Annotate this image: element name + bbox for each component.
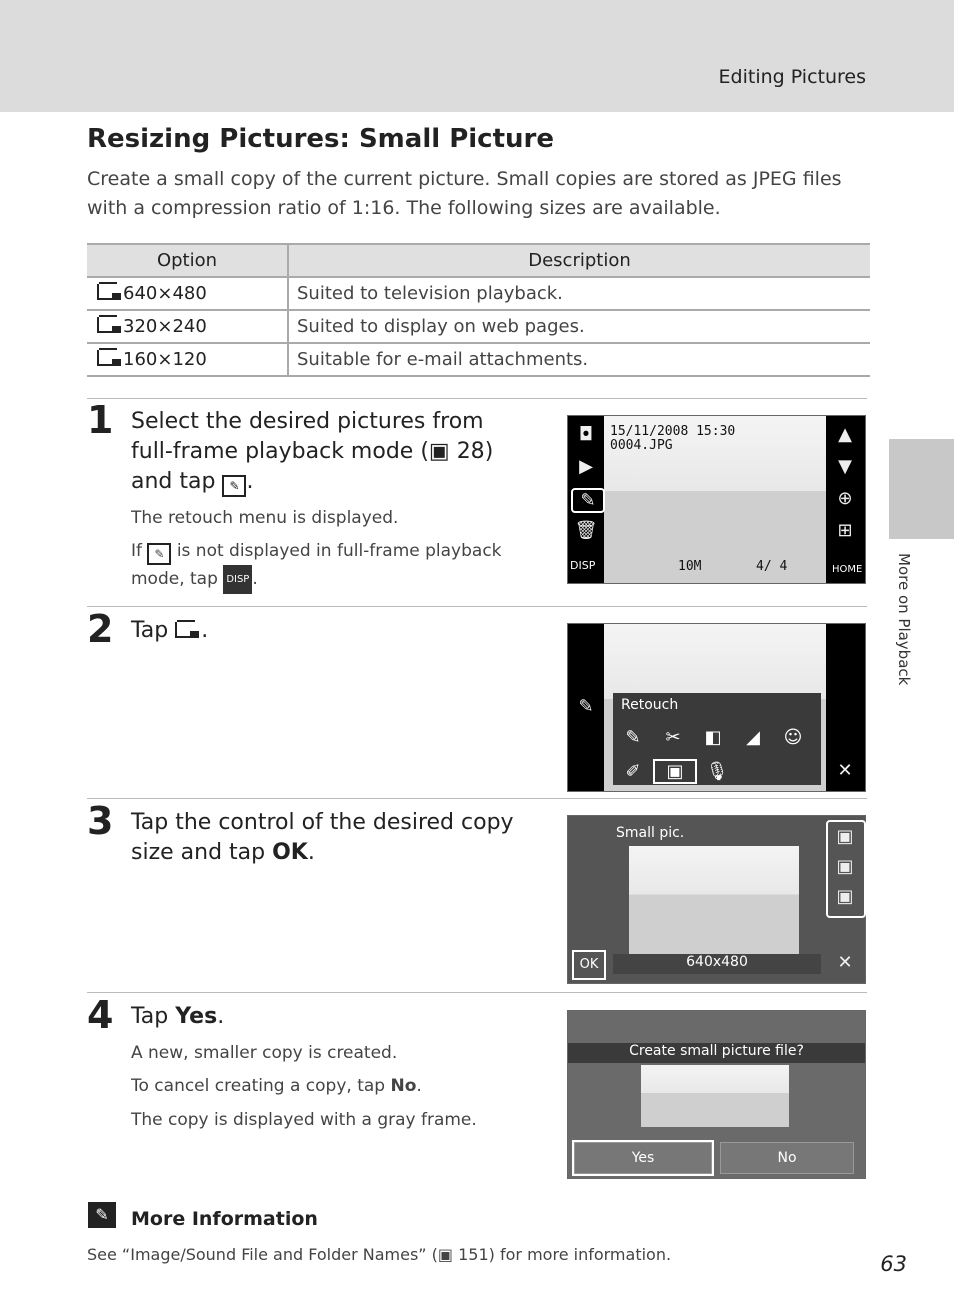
side-tab [889,439,954,539]
no-button[interactable]: No [720,1142,854,1174]
file-readout: 0004.JPG [610,438,673,453]
small-pic-160-icon [97,350,115,366]
close-icon[interactable]: ✕ [837,760,853,781]
option-label: 640×480 [123,283,207,304]
yes-button[interactable]: Yes [574,1142,712,1174]
section-title: Editing Pictures [718,66,866,88]
step-note: The copy is displayed with a gray frame. [131,1110,477,1130]
retouch-icon[interactable]: ✎ [571,488,605,513]
camera-icon[interactable]: ◘ [578,424,594,445]
step-note: A new, smaller copy is created. [131,1043,398,1063]
quick-retouch-icon[interactable]: ✎ [625,727,641,748]
small-picture-icon [175,622,193,638]
table-row [87,343,870,376]
table-row [87,310,870,343]
disp-button[interactable]: DISP [570,559,596,572]
step-note: The retouch menu is displayed. [131,508,399,528]
camera-screen-confirm [567,1010,866,1179]
zoom-icon[interactable]: ⊕ [837,488,853,509]
step-title: Select the desired pictures from full-frame playback mode (▣ 28) and tap ✎ . [131,407,531,497]
side-tab-label: More on Playback [895,553,913,686]
more-info-title: More Information [131,1208,318,1230]
page-ref-icon: ▣ [428,439,457,464]
step-note: To cancel creating a copy, tap No. [131,1076,422,1096]
step-title: Tap Yes. [131,1004,225,1029]
photo-preview [641,1065,789,1127]
retouch-icon: ✎ [578,696,594,717]
camera-screen-retouch [567,623,866,792]
option-label: 160×120 [123,349,207,370]
step-number: 2 [87,607,114,651]
date-readout: 15/11/2008 15:30 [610,424,736,439]
divider [87,798,867,799]
camera-screen-playback [567,415,866,584]
size-640-icon[interactable]: ▣ [836,826,854,847]
photo-preview [629,846,799,954]
close-icon[interactable]: ✕ [837,952,853,973]
option-description: Suited to display on web pages. [288,310,870,343]
option-description: Suited to television playback. [288,277,870,310]
intro-paragraph: Create a small copy of the current picture. Small copies are stored as JPEG files with a compression ratio of 1:16. The following sizes are available. [87,168,842,219]
step-number: 4 [87,993,114,1037]
page-number: 63 [880,1252,907,1276]
disp-icon: DISP [223,565,252,594]
step-number: 1 [87,398,114,442]
voice-memo-icon[interactable]: 🎙 [705,761,729,782]
table-row [87,277,870,310]
divider [87,398,867,399]
small-picture-icon[interactable]: ▣ [653,759,697,784]
thumbnail-icon[interactable]: ⊞ [837,520,853,541]
small-pic-320-icon [97,317,115,333]
small-pic-label: Small pic. [616,825,685,841]
camera-screen-small-pic [567,815,866,984]
retouch-menu [613,693,821,785]
home-button[interactable]: HOME [832,564,863,575]
table-header-row [87,244,870,277]
size-160-icon[interactable]: ▣ [836,886,854,907]
step-number: 3 [87,799,114,843]
ok-icon: OK [272,840,308,865]
retouch-icon: ✎ [147,543,171,565]
retouch-icon: ✎ [222,475,246,497]
table-header: Option [87,244,288,277]
arrow-up-icon[interactable]: ▲ [838,424,852,445]
frame-counter: 4/ 4 [756,559,788,574]
size-options-table [87,243,870,377]
image-size-readout: 10M [678,559,702,574]
more-info-icon: ✎ [88,1202,116,1228]
arrow-down-icon[interactable]: ▼ [838,456,852,477]
ok-button[interactable]: OK [572,950,606,980]
option-label: 320×240 [123,316,207,337]
contrast-icon[interactable]: ◢ [746,727,760,748]
crop-icon[interactable]: ✂ [665,727,681,748]
header-band [0,0,954,112]
divider [87,606,867,607]
table-header: Description [288,244,870,277]
more-info-text: See “Image/Sound File and Folder Names” (▣ 151) for more information. [87,1245,672,1264]
step-note: If ✎ is not displayed in full-frame playback mode, tap DISP . [131,539,511,594]
size-readout: 640x480 [613,954,821,974]
option-description: Suitable for e-mail attachments. [288,343,870,376]
page-title: Resizing Pictures: Small Picture [87,124,554,154]
d-lighting-icon[interactable]: ◧ [704,727,722,748]
page-ref-icon: ▣ [437,1245,459,1264]
skin-softening-icon[interactable]: ☺ [783,727,803,748]
step-title: Tap . [131,618,209,643]
small-pic-640-icon [97,284,115,300]
filter-icon[interactable]: ✐ [625,761,641,782]
playback-icon[interactable]: ▶ [579,456,593,477]
confirm-question: Create small picture file? [568,1043,865,1063]
step-title: Tap the control of the desired copy size and tap OK. [131,810,514,865]
menu-title: Retouch [621,697,679,713]
divider [87,992,867,993]
size-320-icon[interactable]: ▣ [836,856,854,877]
trash-icon[interactable]: 🗑 [574,520,598,541]
